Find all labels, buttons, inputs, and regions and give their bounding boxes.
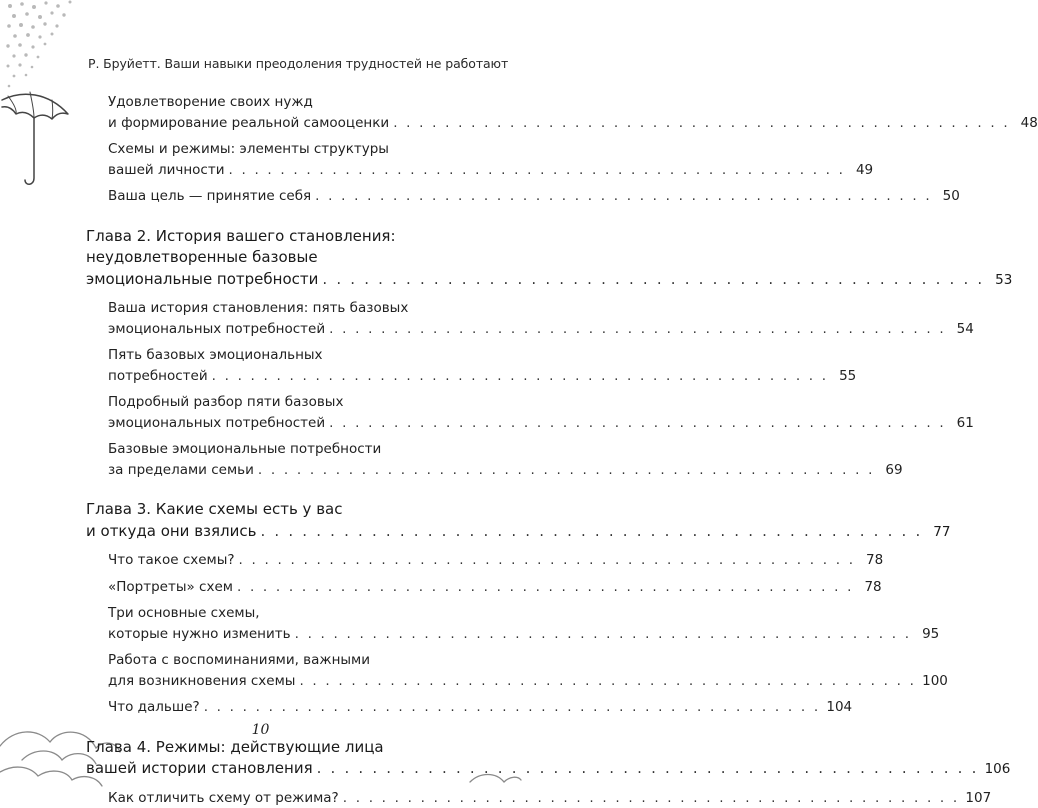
rain-dots-icon bbox=[6, 1, 71, 88]
umbrella-icon bbox=[2, 92, 68, 184]
toc-chapter-2[interactable] bbox=[86, 226, 461, 292]
toc-entry-line: вашей личности bbox=[108, 160, 224, 181]
leader-dots: . . . . . . . . . . . . . . . . . . . . . . . . . . . . . . . . . . . . . . . . . . . . . . . . bbox=[343, 788, 960, 808]
leader-dots: . . . . . . . . . . . . . . . . . . . . . . . . . . . . . . . . . . . . . . . . . . . . . . . . bbox=[212, 366, 829, 387]
toc-entry-line: потребностей bbox=[108, 366, 208, 387]
toc-entry-line: Схемы и режимы: элементы структуры bbox=[108, 139, 461, 160]
toc-entry[interactable] bbox=[108, 550, 461, 571]
toc-page-number: 54 bbox=[952, 319, 974, 340]
leader-dots: . . . . . . . . . . . . . . . . . . . . . . . . . . . . . . . . . . . . . . . . . . . . . . . . bbox=[315, 186, 932, 207]
running-head: Р. Бруйетт. Ваши навыки преодоления трудностей не работают bbox=[88, 56, 508, 71]
toc-entry-line: эмоциональных потребностей bbox=[108, 413, 325, 434]
chapter-title-line: эмоциональные потребности bbox=[86, 269, 318, 291]
toc-page-number: 50 bbox=[938, 186, 960, 207]
toc-entry[interactable] bbox=[108, 345, 461, 386]
toc-entry[interactable] bbox=[108, 788, 461, 808]
toc-entry[interactable] bbox=[108, 392, 461, 433]
leader-dots: . . . . . . . . . . . . . . . . . . . . . . . . . . . . . . . . . . . . . . . . . . . . . . . . bbox=[239, 550, 856, 571]
toc-page-number: 78 bbox=[860, 577, 882, 598]
leader-dots: . . . . . . . . . . . . . . . . . . . . . . . . . . . . . . . . . . . . . . . . . . . . . . . . bbox=[322, 269, 984, 291]
toc-chapter-3[interactable] bbox=[86, 499, 461, 543]
toc-entry-line: за пределами семьи bbox=[108, 460, 254, 481]
toc-page-number: 77 bbox=[928, 522, 950, 544]
toc-entry-line: Работа с воспоминаниями, важными bbox=[108, 650, 461, 671]
toc-entry-line: Как отличить схему от режима? bbox=[108, 788, 339, 808]
toc-chapter-4[interactable] bbox=[86, 737, 461, 781]
leader-dots: . . . . . . . . . . . . . . . . . . . . . . . . . . . . . . . . . . . . . . . . . . . . . . . . bbox=[228, 160, 845, 181]
toc-page-number: 100 bbox=[922, 671, 944, 692]
toc-entry[interactable] bbox=[108, 577, 461, 598]
table-of-contents bbox=[86, 92, 461, 808]
toc-page-number: 61 bbox=[952, 413, 974, 434]
toc-page-number: 78 bbox=[861, 550, 883, 571]
toc-entry-line: «Портреты» схем bbox=[108, 577, 233, 598]
leader-dots: . . . . . . . . . . . . . . . . . . . . . . . . . . . . . . . . . . . . . . . . . . . . . . . . bbox=[204, 697, 821, 718]
page-number: 10 bbox=[0, 722, 521, 738]
toc-entry-line: эмоциональных потребностей bbox=[108, 319, 325, 340]
chapter-title-line: Глава 3. Какие схемы есть у вас bbox=[86, 499, 461, 521]
chapter-title-line: Глава 4. Режимы: действующие лица bbox=[86, 737, 461, 759]
chapter-title-line: неудовлетворенные базовые bbox=[86, 247, 461, 269]
leader-dots: . . . . . . . . . . . . . . . . . . . . . . . . . . . . . . . . . . . . . . . . . . . . . . . . bbox=[317, 758, 979, 780]
toc-entry[interactable] bbox=[108, 92, 461, 133]
toc-page-number: 53 bbox=[990, 270, 1012, 292]
toc-entry[interactable] bbox=[108, 697, 461, 718]
toc-entry-line: которые нужно изменить bbox=[108, 624, 291, 645]
leader-dots: . . . . . . . . . . . . . . . . . . . . . . . . . . . . . . . . . . . . . . . . . . . . . . . . bbox=[393, 113, 1010, 134]
toc-entry[interactable] bbox=[108, 603, 461, 644]
toc-page-number: 69 bbox=[881, 460, 903, 481]
toc-entry-line: Пять базовых эмоциональных bbox=[108, 345, 461, 366]
toc-entry[interactable] bbox=[108, 298, 461, 339]
leader-dots: . . . . . . . . . . . . . . . . . . . . . . . . . . . . . . . . . . . . . . . . . . . . . . . . bbox=[299, 671, 916, 692]
leader-dots: . . . . . . . . . . . . . . . . . . . . . . . . . . . . . . . . . . . . . . . . . . . . . . . . bbox=[295, 624, 912, 645]
toc-entry[interactable] bbox=[108, 439, 461, 480]
toc-entry[interactable] bbox=[108, 186, 461, 207]
toc-page-number: 49 bbox=[851, 160, 873, 181]
toc-page-number: 107 bbox=[965, 788, 987, 808]
toc-page-number: 104 bbox=[826, 697, 848, 718]
toc-entry[interactable] bbox=[108, 139, 461, 180]
toc-entry-line: и формирование реальной самооценки bbox=[108, 113, 389, 134]
toc-entry-line: Удовлетворение своих нужд bbox=[108, 92, 461, 113]
toc-entry-line: Подробный разбор пяти базовых bbox=[108, 392, 461, 413]
toc-page-number: 55 bbox=[834, 366, 856, 387]
toc-page-number: 95 bbox=[917, 624, 939, 645]
chapter-title-line: вашей истории становления bbox=[86, 758, 313, 780]
leader-dots: . . . . . . . . . . . . . . . . . . . . . . . . . . . . . . . . . . . . . . . . . . . . . . . . bbox=[329, 413, 946, 434]
toc-entry-line: Что дальше? bbox=[108, 697, 200, 718]
leader-dots: . . . . . . . . . . . . . . . . . . . . . . . . . . . . . . . . . . . . . . . . . . . . . . . . bbox=[329, 319, 946, 340]
toc-entry-line: Что такое схемы? bbox=[108, 550, 235, 571]
toc-entry-line: Базовые эмоциональные потребности bbox=[108, 439, 461, 460]
chapter-title-line: и откуда они взялись bbox=[86, 521, 256, 543]
toc-entry-line: Ваша цель — принятие себя bbox=[108, 186, 311, 207]
leader-dots: . . . . . . . . . . . . . . . . . . . . . . . . . . . . . . . . . . . . . . . . . . . . . . . . bbox=[237, 577, 854, 598]
toc-page-number: 106 bbox=[985, 759, 1007, 781]
toc-page-number: 48 bbox=[1016, 113, 1038, 134]
toc-entry-line: для возникновения схемы bbox=[108, 671, 295, 692]
leader-dots: . . . . . . . . . . . . . . . . . . . . . . . . . . . . . . . . . . . . . . . . . . . . . . . . bbox=[258, 460, 875, 481]
chapter-title-line: Глава 2. История вашего становления: bbox=[86, 226, 461, 248]
leader-dots: . . . . . . . . . . . . . . . . . . . . . . . . . . . . . . . . . . . . . . . . . . . . . . . . bbox=[260, 521, 922, 543]
toc-entry-line: Ваша история становления: пять базовых bbox=[108, 298, 461, 319]
toc-entry-line: Три основные схемы, bbox=[108, 603, 461, 624]
toc-entry[interactable] bbox=[108, 650, 461, 691]
